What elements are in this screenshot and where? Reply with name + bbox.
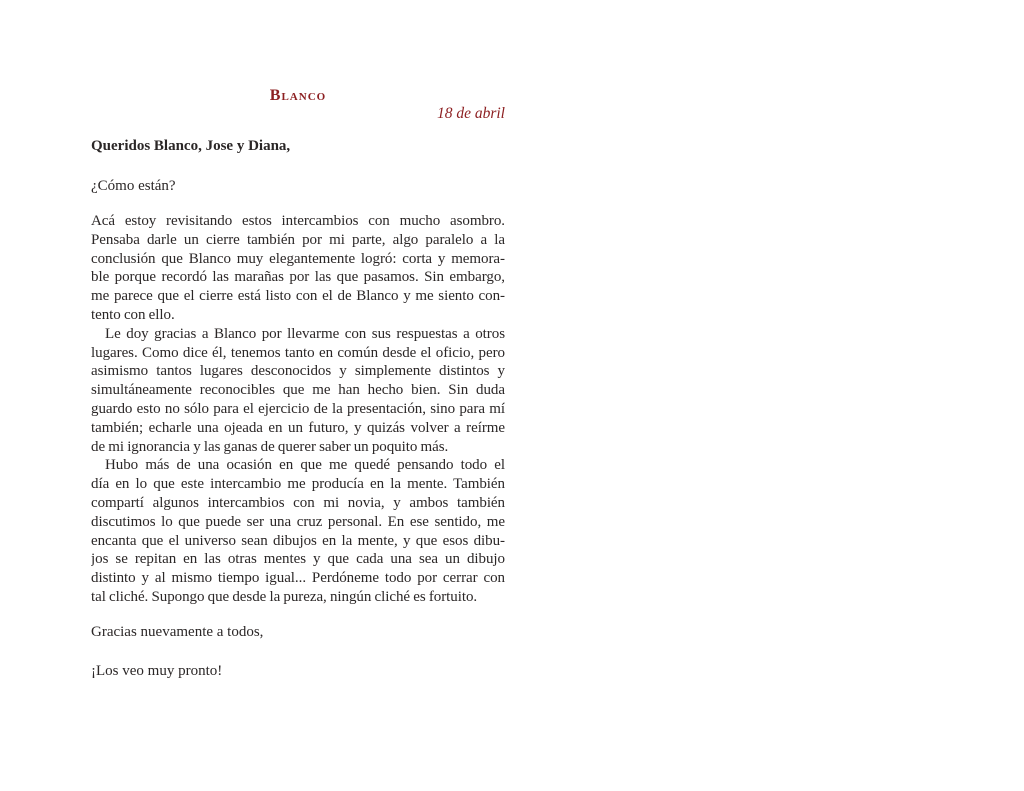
paragraph-line: simultáneamente reconocibles que me han hecho bien. Sin duda <box>91 382 505 399</box>
paragraph <box>91 456 505 606</box>
paragraph <box>91 325 505 457</box>
paragraph-line: también; echarle una ojeada en un futuro, y quizás volver a reírme <box>91 419 505 436</box>
paragraph-line: conclusión que Blanco muy elegantemente logró: corta y memora- <box>91 250 505 267</box>
letter-greeting: ¿Cómo están? <box>91 178 176 194</box>
paragraph-line: tento con ello. <box>91 306 175 323</box>
paragraph-line: asimismo tantos lugares desconocidos y simplemente distintos y <box>91 363 505 380</box>
letter-signoff: ¡Los veo muy pronto! <box>91 662 223 679</box>
paragraph-line: encanta que el universo sean dibujos en la mente, y que esos dibu- <box>91 532 505 549</box>
letter-date: 18 de abril <box>436 105 505 122</box>
paragraph-line: día en lo que este intercambio me producía en la mente. También <box>91 476 505 493</box>
letter-closing: Gracias nuevamente a todos, <box>91 623 264 640</box>
paragraph-line: de mi ignorancia y las ganas de querer saber un poquito más. <box>91 438 449 455</box>
paragraph-line: me parece que el cierre está listo con el de Blanco y me siento con- <box>91 288 505 305</box>
paragraph-line: Acá estoy revisitando estos intercambios con mucho asombro. <box>91 213 505 229</box>
paragraph-line: lugares. Como dice él, tenemos tanto en común desde el oficio, pero <box>91 344 505 361</box>
paragraph-line: ble porque recordó las marañas por las que pasamos. Sin embargo, <box>91 269 505 286</box>
paragraph-line: compartí algunos intercambios con mi novia, y ambos también <box>91 494 505 511</box>
paragraph-line: distinto y al mismo tiempo igual... Perdóneme todo por cerrar con <box>91 570 505 587</box>
paragraph <box>91 212 505 325</box>
paragraph-line: discutimos lo que puede ser una cruz personal. En ese sentido, me <box>91 513 505 530</box>
paragraph-line: guardo esto no sólo para el ejercicio de la presentación, sino para mí <box>91 400 505 417</box>
letter-salutation: Queridos Blanco, Jose y Diana, <box>91 138 291 154</box>
paragraph-line: Pensaba darle un cierre también por mi parte, algo paralelo a la <box>91 231 505 248</box>
paragraph-line: tal cliché. Supongo que desde la pureza, ningún cliché es fortuito. <box>91 588 478 605</box>
letter-body <box>91 212 505 607</box>
paragraph-line: jos se repitan en las otras mentes y que cada una sea un dibujo <box>91 551 505 568</box>
letter-title: Blanco <box>269 87 327 104</box>
paragraph-line: Hubo más de una ocasión en que me quedé pensando todo el <box>105 457 505 474</box>
letter <box>91 87 505 681</box>
paragraph-line: Le doy gracias a Blanco por llevarme con sus respuestas a otros <box>105 325 505 342</box>
